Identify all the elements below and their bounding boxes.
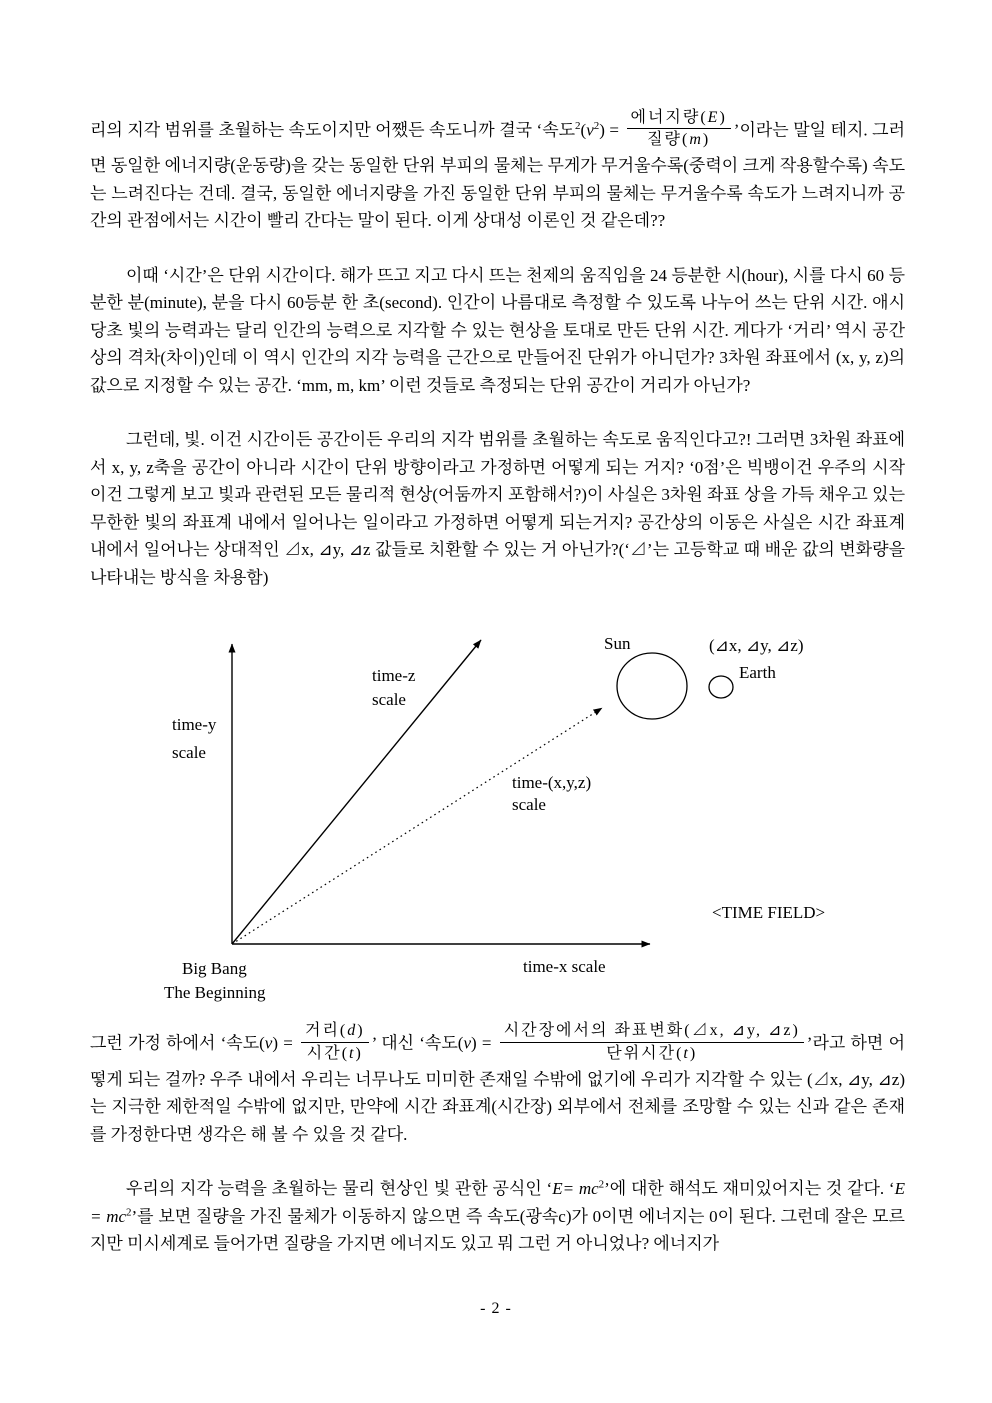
- num-var-E: E: [707, 109, 720, 126]
- paragraph-speed-redefined: [90, 1024, 905, 1148]
- fraction1-denominator: [301, 1043, 369, 1063]
- fraction-energy-over-mass: [627, 108, 731, 149]
- fraction-coordchange-over-unittime: [500, 1021, 804, 1062]
- p4-equals1: ) =: [272, 1033, 299, 1053]
- p1-equals: ) =: [599, 120, 624, 140]
- paragraph-speed-energy: [90, 111, 905, 235]
- p1-superscript-b: 2: [593, 119, 600, 132]
- f1-den-close: ): [355, 1044, 363, 1062]
- p4-equals2: ) =: [471, 1033, 497, 1053]
- f2-den-text: 단위시간(: [606, 1044, 684, 1062]
- p5-sup-second: 2: [126, 1206, 132, 1219]
- den-var-m: m: [689, 131, 703, 149]
- f1-num-close: ): [357, 1022, 365, 1040]
- big-bang-label: Big Bang: [182, 959, 247, 979]
- time-y-label-line1: time-y: [172, 715, 217, 735]
- p4-var-v1: v: [264, 1033, 273, 1053]
- p4-tail: ’라고 하면 어떻게 되는 걸까? 우주 내에서 우리는 너무나도 미미한 존재일 수밖에 없기에 우리가 지각할 수 있는 (⊿x, ⊿y, ⊿z)는 지극한 제한적일 수밖에 없지만, 만약에 시간 좌표계(시간장) 외부에서 전체를 조망할 수 있는 신과 같은 존재를 가정한다면 생각은 해 볼 수 있을 것 같다.: [90, 1033, 905, 1144]
- f1-num-text: 거리(: [305, 1022, 348, 1040]
- p1-var-v: v: [586, 120, 594, 140]
- p4-var-v2: v: [463, 1033, 471, 1053]
- time-field-svg: [90, 618, 910, 1010]
- p1-superscript-a: 2: [575, 119, 581, 132]
- num-close: ): [719, 109, 727, 126]
- time-field-caption: <TIME FIELD>: [712, 903, 826, 923]
- fraction2-denominator: [500, 1043, 804, 1063]
- p1-paren-open: (: [580, 120, 587, 140]
- p5-mid: ’에 대한 해석도 재미있어지는 것 같다. ‘: [604, 1179, 895, 1199]
- fraction-distance-over-time: [301, 1021, 369, 1062]
- time-field-diagram: [90, 618, 905, 1010]
- f1-den-text: 시간(: [306, 1044, 350, 1062]
- p1-lead: 리의 지각 범위를 초월하는 속도이지만 어쨌든 속도니까 결국 ‘속도: [90, 120, 576, 140]
- p5-emc2-second: E= mc: [90, 1179, 905, 1226]
- delta-coords-label: (⊿x, ⊿y, ⊿z): [709, 636, 804, 656]
- sun-circle: [617, 653, 687, 719]
- fraction1-numerator: [301, 1021, 369, 1042]
- time-y-label-line2: scale: [172, 743, 206, 763]
- time-z-label-line1: time-z: [372, 666, 416, 686]
- paragraph-light-coordinates: 그런데, 빛. 이건 시간이든 공간이든 우리의 지각 범위를 초월하는 속도로 움직인다고?! 그러면 3차원 좌표에서 x, y, z축을 공간이 아니라 시간이 단위 방향이라고 가정하면 어떻게 되는 거지? ‘0점’은 빅뱅이건 우주의 시작이건 그렇게 보고 빛과 관련된 모든 물리적 현상(어둠까지 포함해서?)이 사실은 3차원 좌표 상을 가득 채우고 있는 무한한 빛의 좌표계 내에서 일어나는 일이라고 가정하면 어떻게 되는거지? 공간상의 이동은 사실은 시간 좌표계 내에서 일어나는 상대적인 ⊿x, ⊿y, ⊿z 값들로 치환할 수 있는 거 아닌가?(‘⊿’는 고등학교 때 배운 값의 변화량을 나타내는 방식을 차용함): [90, 430, 905, 587]
- num-text: 에너지량(: [630, 109, 708, 126]
- earth-circle: [709, 676, 733, 698]
- p4-mid: ’ 대신 ‘속도(: [371, 1033, 464, 1053]
- den-close: ): [702, 131, 711, 149]
- f1-num-var-d: d: [347, 1022, 358, 1040]
- p5-lead: 우리의 지각 능력을 초월하는 물리 현상인 빛 관한 공식인 ‘: [126, 1179, 553, 1199]
- f2-den-close: ): [689, 1044, 698, 1062]
- p4-lead: 그런 가정 하에서 ‘속도(: [90, 1033, 265, 1053]
- body-text: [90, 111, 905, 1285]
- sun-label: Sun: [604, 634, 631, 654]
- time-xyz-dotted-arrow: [232, 708, 602, 944]
- fraction-numerator: [627, 108, 731, 129]
- f1-den-var-t: t: [349, 1044, 356, 1062]
- p1-tail: ’이라는 말일 테지. 그러면 동일한 에너지량(운동량)을 갖는 동일한 단위 부피의 물체는 무게가 무거울수록(중력이 크게 작용할수록) 속도는 느려진다는 건데. 결국, 동일한 에너지량을 가진 동일한 단위 부피의 물체는 무거울수록 속도가 느려지니까 공간의 관점에서는 시간이 빨리 간다는 말이 된다. 이게 상대성 이론인 것 같은데??: [90, 120, 905, 231]
- earth-label: Earth: [739, 663, 776, 683]
- fraction-denominator: [627, 129, 731, 149]
- p5-tail: ’를 보면 질량을 가진 물체가 이동하지 않으면 즉 속도(광속c)가 0이면 에너지는 0이 된다. 그런데 잘은 모르지만 미시세계로 들어가면 질량을 가지면 에너지도 있고 뭐 그런 거 아니었나? 에너지가: [90, 1206, 905, 1254]
- page-number-footer: - 2 -: [480, 1300, 512, 1317]
- time-xyz-label-line2: scale: [512, 795, 546, 815]
- time-x-label: time-x scale: [523, 957, 606, 977]
- time-z-axis-arrow: [232, 640, 481, 944]
- paragraph-emc2: [90, 1175, 905, 1258]
- p5-sup-first: 2: [598, 1178, 605, 1191]
- the-beginning-label: The Beginning: [164, 983, 266, 1003]
- fraction2-numerator: 시간장에서의 좌표변화(⊿x, ⊿y, ⊿z): [500, 1021, 804, 1042]
- den-text: 질량(: [647, 131, 690, 149]
- time-z-label-line2: scale: [372, 690, 406, 710]
- time-xyz-label-line1: time-(x,y,z): [512, 773, 592, 793]
- paragraph-unit-time: 이때 ‘시간’은 단위 시간이다. 해가 뜨고 지고 다시 뜨는 천제의 움직임을 24 등분한 시(hour), 시를 다시 60 등분한 분(minute), 분을 다시 60등분 한 초(second). 인간이 나름대로 측정할 수 있도록 나누어 쓰는 단위 시간. 애시당초 빛의 능력과는 달리 인간의 능력으로 지각할 수 있는 현상을 토대로 만든 단위 시간. 게다가 ‘거리’ 역시 공간상의 격차(차이)인데 이 역시 인간의 지각 능력을 근간으로 만들어진 단위가 아니던가? 3차원 좌표에서 (x, y, z)의 값으로 지정할 수 있는 공간. ‘mm, m, km’ 이런 것들로 측정되는 단위 공간이 거리가 아닌가?: [90, 265, 905, 395]
- p5-emc2-first: E= mc: [552, 1179, 599, 1199]
- f2-den-var-t: t: [683, 1044, 690, 1062]
